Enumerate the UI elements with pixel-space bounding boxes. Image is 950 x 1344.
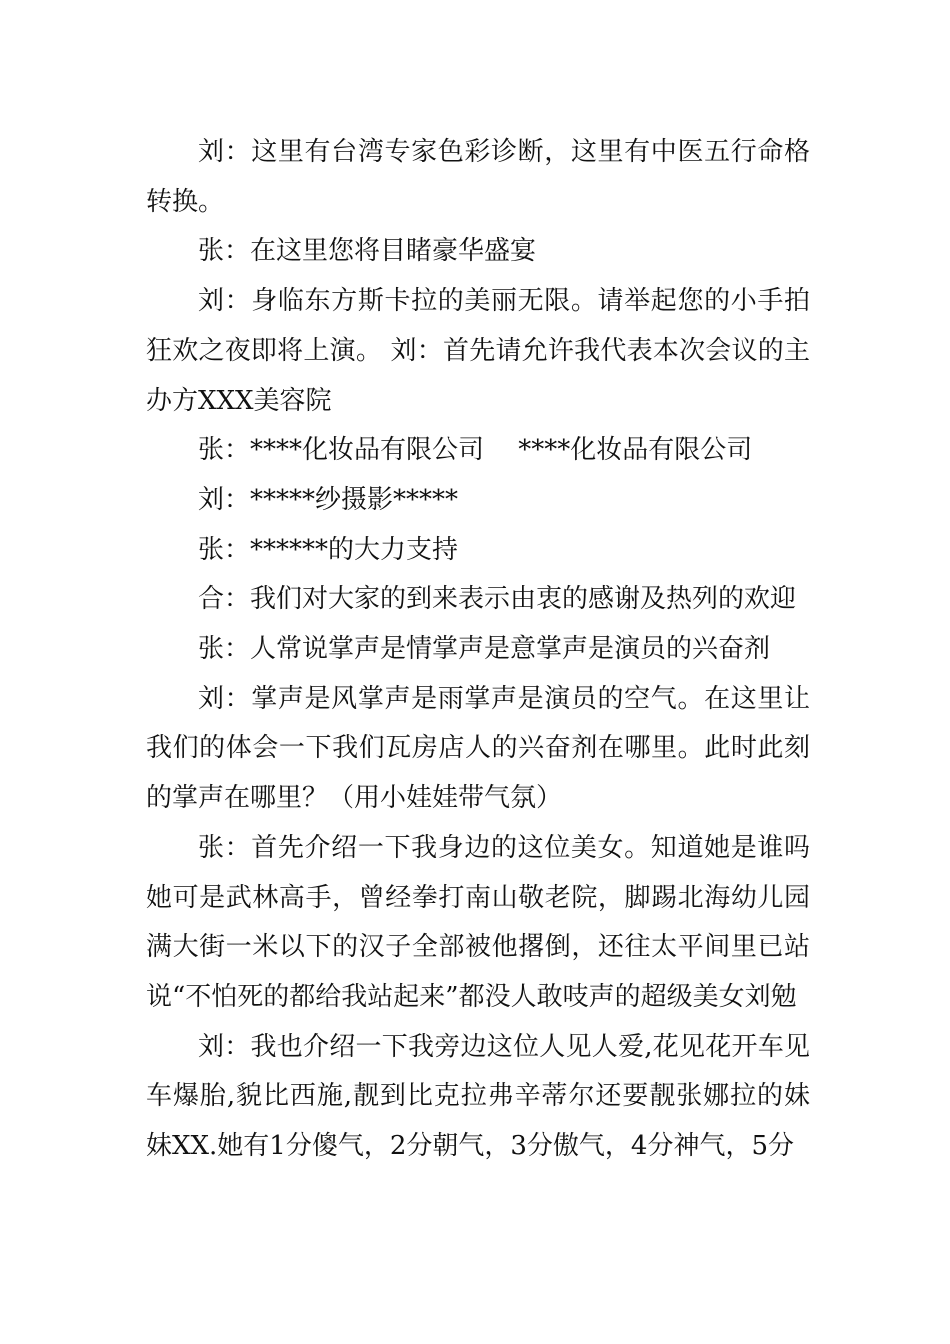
paragraph: 张：****化妆品有限公司 ****化妆品有限公司 bbox=[198, 435, 753, 466]
paragraph: 张：首先介绍一下我身边的这位美女。知道她是谁吗她可是武林高手，曾经拳打南山敬老院，脚踢北海幼儿园满大街一米以下的汉子全部被他撂倒，还往太平间里已站说“不怕死的都给我站起来”都没人敢吱声的超级美女刘勉 bbox=[146, 832, 810, 1012]
paragraph: 刘：*****纱摄影***** bbox=[198, 484, 459, 515]
document-body bbox=[146, 128, 810, 1172]
paragraph: 张：在这里您将目睹豪华盛宴 bbox=[198, 236, 537, 267]
paragraph: 张：******的大力支持 bbox=[198, 534, 459, 565]
paragraph: 刘：掌声是风掌声是雨掌声是演员的空气。在这里让我们的体会一下我们瓦房店人的兴奋剂在哪里。此时此刻的掌声在哪里？（用小娃娃带气氛） bbox=[146, 683, 810, 814]
paragraph: 合：我们对大家的到来表示由衷的感谢及热列的欢迎 bbox=[198, 584, 797, 615]
paragraph: 张：人常说掌声是情掌声是意掌声是演员的兴奋剂 bbox=[198, 634, 771, 665]
paragraph: 刘：我也介绍一下我旁边这位人见人爱,花见花开车见车爆胎,貌比西施,靓到比克拉弗辛蒂尔还要靓张娜拉的妹妹XX.她有1分傻气，2分朝气，3分傲气，4分神气，5分 bbox=[146, 1031, 810, 1162]
paragraph: 刘：身临东方斯卡拉的美丽无限。请举起您的小手拍狂欢之夜即将上演。 刘：首先请允许我代表本次会议的主办方XXX美容院 bbox=[146, 286, 810, 416]
paragraph: 刘：这里有台湾专家色彩诊断，这里有中医五行命格转换。 bbox=[146, 137, 810, 217]
